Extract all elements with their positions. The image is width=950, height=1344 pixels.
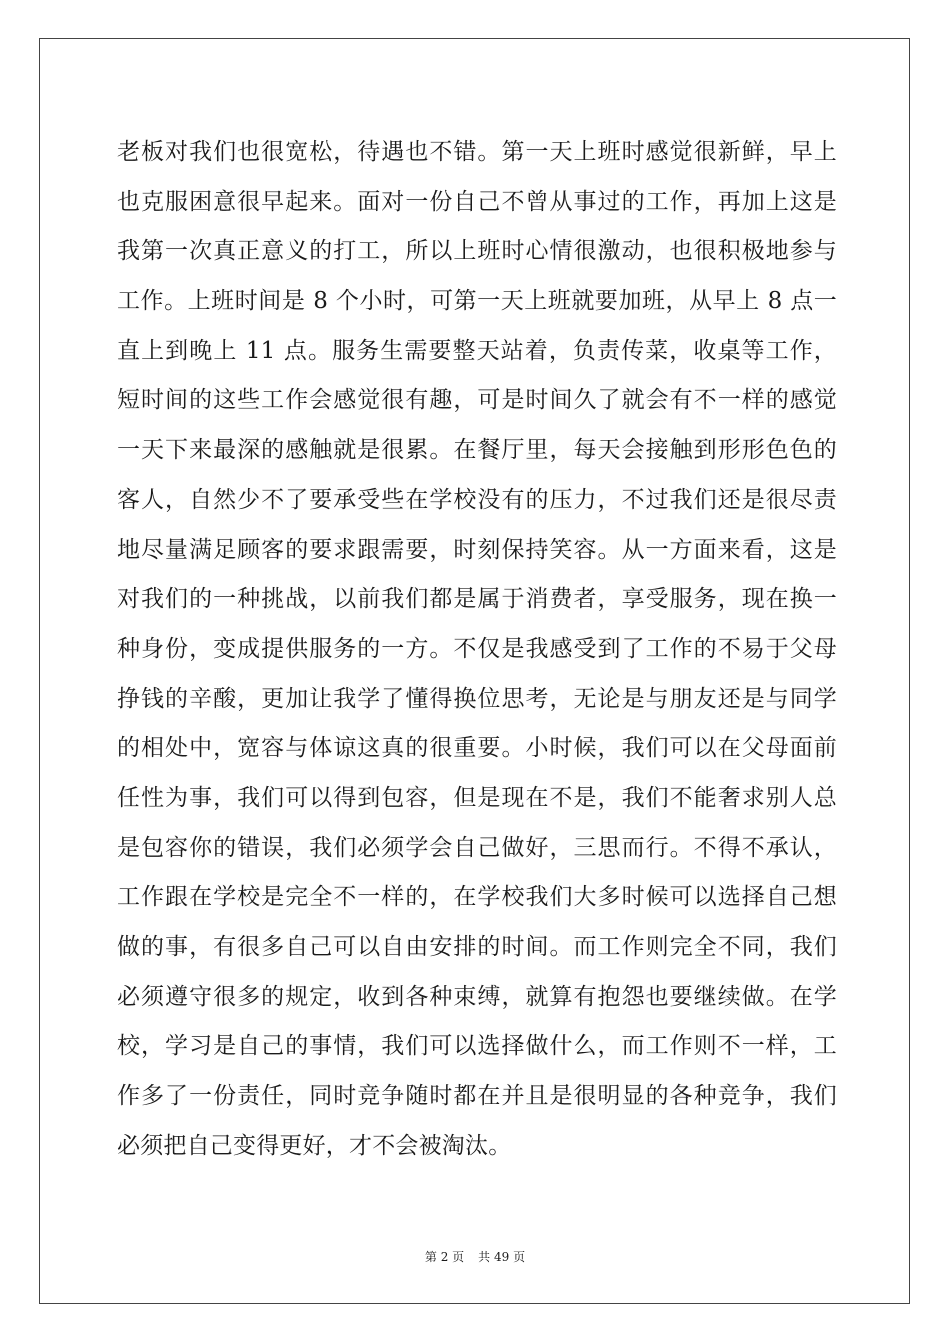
text-line: 地尽量满足顾客的要求跟需要，时刻保持笑容。从一方面来看，这是: [117, 536, 837, 563]
page-number: 第 2 页: [424, 1250, 465, 1264]
document-body: [117, 128, 837, 1171]
page-total: 共 49 页: [478, 1250, 526, 1264]
text-line: 挣钱的辛酸，更加让我学了懂得换位思考，无论是与朋友还是与同学: [117, 685, 837, 712]
text-line: 任性为事，我们可以得到包容，但是现在不是，我们不能奢求别人总: [117, 784, 837, 811]
text-line: 种身份，变成提供服务的一方。不仅是我感受到了工作的不易于父母: [117, 635, 837, 662]
text-line: 校，学习是自己的事情，我们可以选择做什么，而工作则不一样，工: [117, 1033, 837, 1060]
text-line: 一天下来最深的感触就是很累。在餐厅里，每天会接触到形形色色的: [117, 437, 837, 464]
text-line: 对我们的一种挑战，以前我们都是属于消费者，享受服务，现在换一: [117, 586, 837, 613]
text-line: 的相处中，宽容与体谅这真的很重要。小时候，我们可以在父母面前: [117, 735, 837, 762]
text-line: 我第一次真正意义的打工，所以上班时心情很激动，也很积极地参与: [117, 238, 837, 265]
text-line: 做的事，有很多自己可以自由安排的时间。而工作则完全不同，我们: [117, 934, 837, 960]
page-footer: [0, 1248, 950, 1265]
text-line: 工作跟在学校是完全不一样的，在学校我们大多时候可以选择自己想: [117, 884, 837, 911]
text-line: 客人，自然少不了要承受些在学校没有的压力，不过我们还是很尽责: [117, 486, 837, 513]
text-line: 是包容你的错误，我们必须学会自己做好，三思而行。不得不承认，: [117, 834, 837, 861]
text-line: 也克服困意很早起来。面对一份自己不曾从事过的工作，再加上这是: [117, 188, 837, 215]
text-line: 工作。上班时间是 8 个小时，可第一天上班就要加班，从早上 8 点一: [117, 288, 837, 315]
text-line: 作多了一份责任，同时竞争随时都在并且是很明显的各种竞争，我们: [117, 1083, 837, 1110]
text-line: 直上到晚上 11 点。服务生需要整天站着，负责传菜，收桌等工作，: [117, 337, 837, 364]
text-line: 必须把自己变得更好，才不会被淘汰。: [117, 1132, 512, 1159]
text-line: 老板对我们也很宽松，待遇也不错。第一天上班时感觉很新鲜，早上: [117, 139, 837, 165]
text-line: 短时间的这些工作会感觉很有趣，可是时间久了就会有不一样的感觉: [117, 387, 837, 414]
text-line: 必须遵守很多的规定，收到各种束缚，就算有抱怨也要继续做。在学: [117, 983, 837, 1010]
